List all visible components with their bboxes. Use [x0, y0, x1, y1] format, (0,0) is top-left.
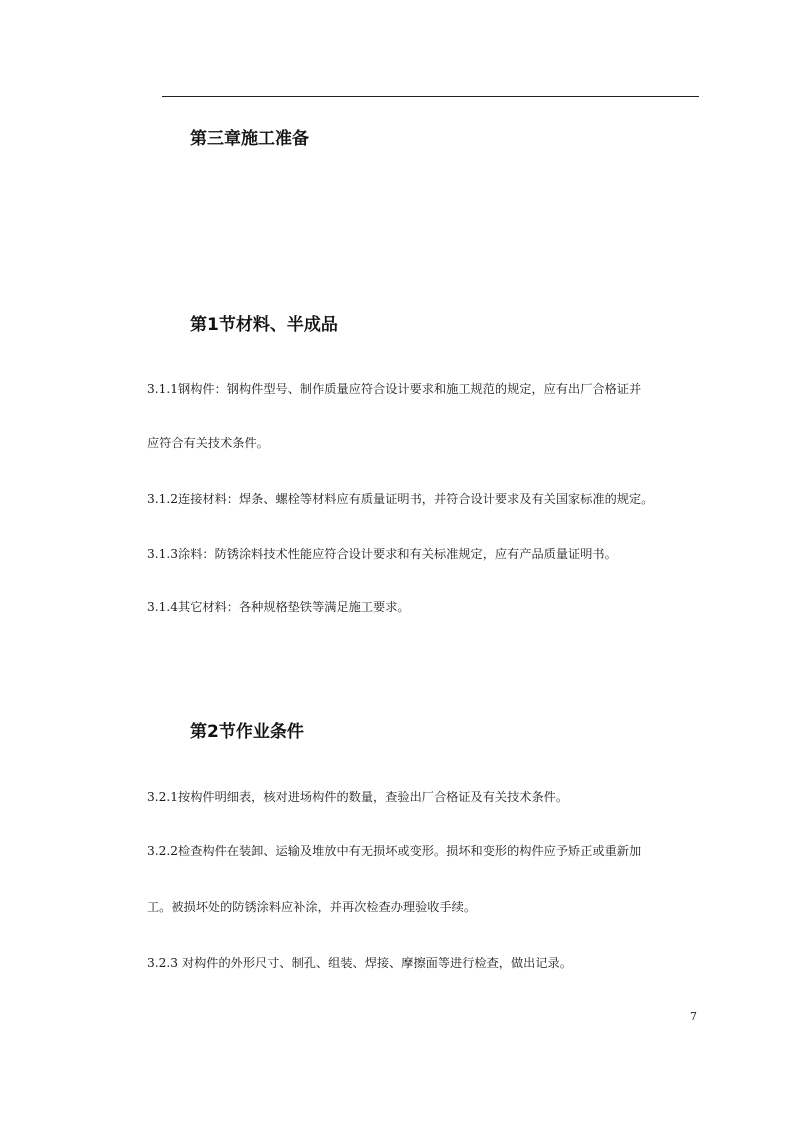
paragraph-3-1-1-continued: 应符合有关技术条件。	[147, 436, 269, 450]
paragraph-3-1-4: 3.1.4其它材料：各种规格垫铁等满足施工要求。	[147, 600, 410, 614]
page-number: 7	[690, 1010, 697, 1023]
paragraph-3-1-1: 3.1.1钢构件：钢构件型号、制作质量应符合设计要求和施工规范的规定，应有出厂合格证并	[147, 382, 642, 396]
paragraph-3-1-3: 3.1.3涂料：防锈涂料技术性能应符合设计要求和有关标准规定，应有产品质量证明书。	[147, 547, 617, 561]
section-2-title: 第2节作业条件	[190, 722, 304, 742]
paragraph-3-2-2-continued: 工。被损坏处的防锈涂料应补涂，并再次检查办理验收手续。	[147, 900, 477, 914]
paragraph-3-2-2: 3.2.2检查构件在装卸、运输及堆放中有无损坏或变形。损坏和变形的构件应予矫正或重新加	[147, 844, 642, 858]
header-rule	[162, 96, 699, 97]
chapter-title: 第三章施工准备	[190, 129, 309, 149]
paragraph-3-2-3: 3.2.3 对构件的外形尺寸、制孔、组装、焊接、摩擦面等进行检查，做出记录。	[147, 956, 572, 970]
paragraph-3-1-2: 3.1.2连接材料：焊条、螺栓等材料应有质量证明书，并符合设计要求及有关国家标准的规定。	[147, 492, 654, 506]
section-1-title: 第1节材料、半成品	[190, 315, 338, 335]
paragraph-3-2-1: 3.2.1按构件明细表，核对进场构件的数量，查验出厂合格证及有关技术条件。	[147, 790, 569, 804]
